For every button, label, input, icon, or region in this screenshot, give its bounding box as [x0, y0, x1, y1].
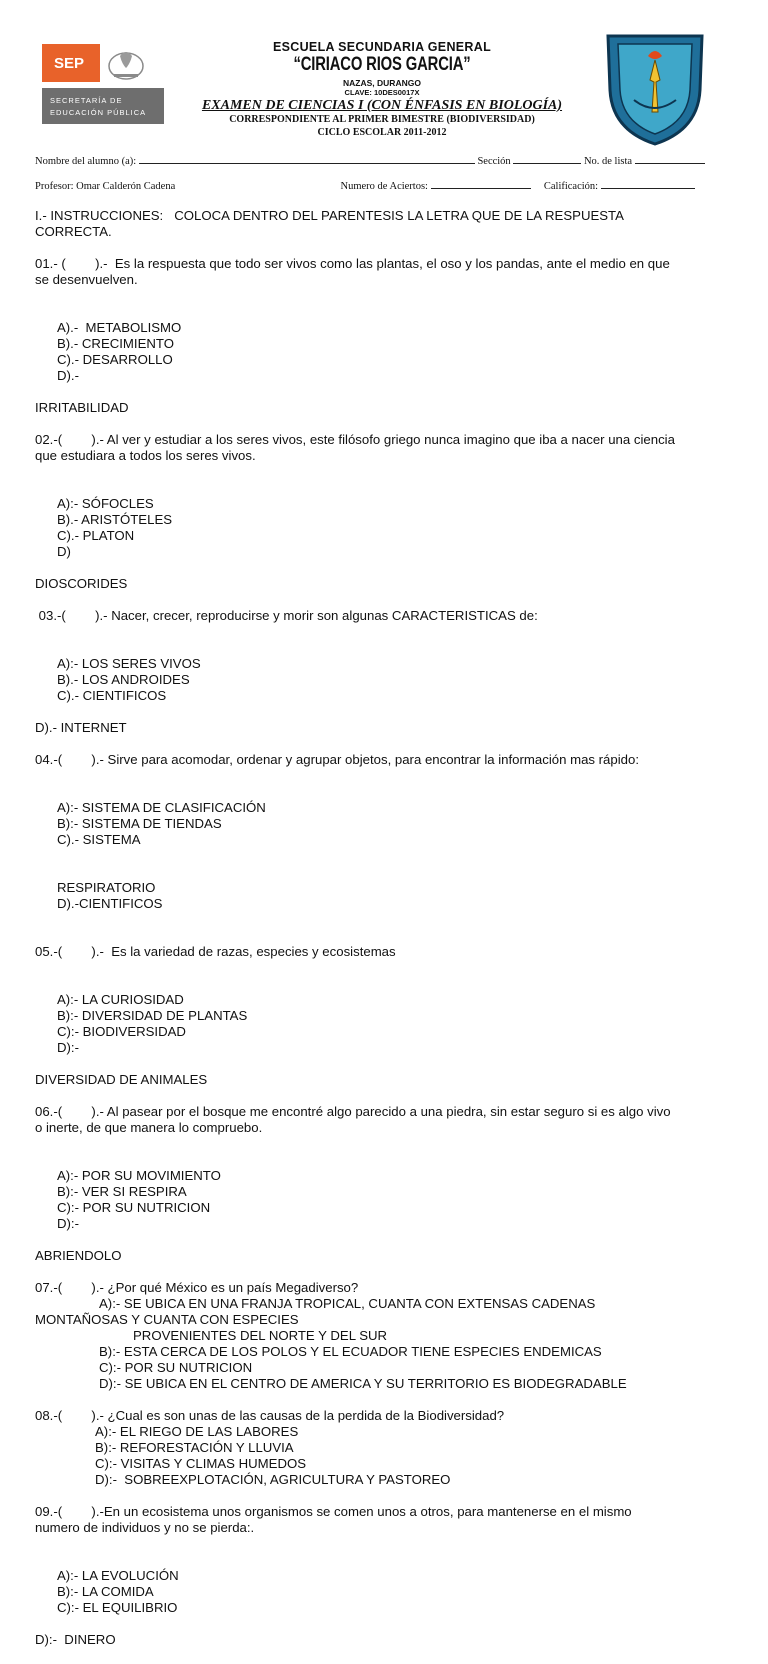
option-c: C).- DESARROLLO — [56, 352, 173, 367]
option-b: B).- ARISTÓTELES — [56, 512, 173, 527]
option-d: D):- — [56, 1040, 79, 1055]
exam-title: EXAMEN DE CIENCIAS I (CON ÉNFASIS EN BIOLOGÍA) — [201, 98, 563, 113]
option-c: C):- POR SU NUTRICION — [99, 1360, 253, 1375]
option-a: A):- SISTEMA DE CLASIFICACIÓN — [56, 800, 266, 815]
option-c: C).- CIENTIFICOS — [56, 688, 167, 703]
instructions-line: I.- INSTRUCCIONES: COLOCA DENTRO DEL PARENTESIS LA LETRA QUE DE LA RESPUESTA — [35, 208, 624, 223]
section-label: Sección — [477, 156, 511, 167]
option-a-wrap: PROVENIENTES DEL NORTE Y DEL SUR — [133, 1328, 388, 1343]
question-text: se desenvuelven. — [35, 272, 138, 287]
option-d-wrap: DIOSCORIDES — [35, 576, 128, 591]
grade-blank[interactable] — [601, 178, 695, 189]
list-number-blank[interactable] — [635, 153, 705, 164]
question-9 — [35, 1504, 737, 1648]
option-b: B):- SISTEMA DE TIENDAS — [56, 816, 222, 831]
option-a: A):- LOS SERES VIVOS — [56, 656, 201, 671]
question-text: 06.-( ).- Al pasear por el bosque me encontré algo parecido a una piedra, sin estar seguro si es algo vivo — [35, 1104, 671, 1119]
exam-body — [35, 208, 737, 1664]
instructions — [35, 208, 737, 240]
question-6 — [35, 1104, 737, 1264]
option-d: D).- INTERNET — [35, 720, 127, 735]
question-5 — [35, 944, 737, 1088]
option-a: A):- POR SU MOVIMIENTO — [56, 1168, 221, 1183]
option-a: A).- METABOLISMO — [56, 320, 182, 335]
sep-line2: EDUCACIÓN PÚBLICA — [50, 108, 147, 117]
instructions-line: CORRECTA. — [35, 224, 112, 239]
option-a-wrap: MONTAÑOSAS Y CUANTA CON ESPECIES — [35, 1312, 299, 1327]
student-fields — [35, 153, 735, 167]
option-b: B):- ESTA CERCA DE LOS POLOS Y EL ECUADOR TIENE ESPECIES ENDEMICAS — [99, 1344, 602, 1359]
option-b: B):- LA COMIDA — [56, 1584, 154, 1599]
option-a: A):- LA EVOLUCIÓN — [56, 1568, 179, 1583]
option-c: C):- POR SU NUTRICION — [56, 1200, 211, 1215]
option-d: D).-CIENTIFICOS — [56, 896, 163, 911]
option-a: A):- EL RIEGO DE LAS LABORES — [95, 1424, 299, 1439]
question-4 — [35, 752, 737, 928]
hits-blank[interactable] — [431, 178, 531, 189]
question-text: numero de individuos y no se pierda:. — [35, 1520, 255, 1535]
option-b: B).- CRECIMIENTO — [56, 336, 174, 351]
question-7 — [35, 1280, 737, 1392]
option-b: B):- REFORESTACIÓN Y LLUVIA — [95, 1440, 294, 1455]
question-text: 05.-( ).- Es la variedad de razas, especies y ecosistemas — [35, 944, 396, 959]
option-d: D):- SE UBICA EN EL CENTRO DE AMERICA Y SU TERRITORIO ES BIODEGRADABLE — [99, 1376, 627, 1391]
question-text: o inerte, de que manera lo compruebo. — [35, 1120, 263, 1135]
exam-cycle: CICLO ESCOLAR 2011-2012 — [317, 127, 447, 138]
grade-label: Calificación: — [543, 181, 599, 192]
teacher-fields — [35, 178, 735, 192]
option-d: D) — [56, 544, 71, 559]
question-1 — [35, 256, 737, 416]
option-b: B).- LOS ANDROIDES — [56, 672, 190, 687]
question-text: 07.-( ).- ¿Por qué México es un país Megadiverso? — [35, 1280, 359, 1295]
option-c: C):- BIODIVERSIDAD — [56, 1024, 186, 1039]
option-a: A):- SE UBICA EN UNA FRANJA TROPICAL, CUANTA CON EXTENSAS CADENAS — [99, 1296, 596, 1311]
option-c: C).- PLATON — [56, 528, 135, 543]
option-c: C):- VISITAS Y CLIMAS HUMEDOS — [95, 1456, 307, 1471]
question-3 — [35, 608, 737, 736]
exam-subtitle: CORRESPONDIENTE AL PRIMER BIMESTRE (BIODIVERSIDAD) — [229, 114, 535, 125]
student-name-blank[interactable] — [139, 153, 475, 164]
question-text: 08.-( ).- ¿Cual es son unas de las causas de la perdida de la Biodiversidad? — [35, 1408, 505, 1423]
question-text: 02.-( ).- Al ver y estudiar a los seres vivos, este filósofo griego nunca imagino que iba a nacer una ciencia — [35, 432, 675, 447]
option-c-wrap: RESPIRATORIO — [56, 880, 156, 895]
question-text: 09.-( ).-En un ecosistema unos organismos se comen unos a otros, para mantenerse en el mismo — [35, 1504, 632, 1519]
school-name: “CIRIACO RIOS GARCIA” — [293, 54, 471, 75]
question-text: 03.-( ).- Nacer, crecer, reproducirse y morir son algunas CARACTERISTICAS de: — [35, 608, 538, 623]
sep-line1: SECRETARÍA DE — [50, 96, 123, 105]
question-text: 01.- ( ).- Es la respuesta que todo ser vivos como las plantas, el oso y los pandas, ante el medio en que — [35, 256, 670, 271]
option-d: D):- — [56, 1216, 79, 1231]
option-c: C):- EL EQUILIBRIO — [56, 1600, 178, 1615]
option-d-wrap: DIVERSIDAD DE ANIMALES — [35, 1072, 208, 1087]
option-b: B):- VER SI RESPIRA — [56, 1184, 187, 1199]
option-d: D).- — [56, 368, 79, 383]
question-text: 04.-( ).- Sirve para acomodar, ordenar y agrupar objetos, para encontrar la información mas rápido: — [35, 752, 639, 767]
section-blank[interactable] — [513, 153, 581, 164]
school-clave: CLAVE: 10DES0017X — [344, 88, 420, 97]
sep-text: SEP — [54, 55, 85, 72]
option-d: D):- SOBREEXPLOTACIÓN, AGRICULTURA Y PASTOREO — [95, 1472, 451, 1487]
option-b: B):- DIVERSIDAD DE PLANTAS — [56, 1008, 248, 1023]
school-header: ESCUELA SECUNDARIA GENERAL — [273, 40, 491, 54]
option-d-wrap: ABRIENDOLO — [35, 1248, 122, 1263]
option-d-wrap: IRRITABILIDAD — [35, 400, 129, 415]
student-label: Nombre del alumno (a): — [35, 156, 137, 167]
teacher-name: Profesor: Omar Calderón Cadena — [35, 181, 176, 192]
question-8 — [35, 1408, 737, 1488]
option-d: D):- DINERO — [35, 1632, 116, 1647]
option-a: A):- LA CURIOSIDAD — [56, 992, 184, 1007]
option-a: A):- SÓFOCLES — [56, 496, 154, 511]
list-label: No. de lista — [583, 156, 633, 167]
school-town: NAZAS, DURANGO — [343, 78, 421, 88]
question-text: que estudiara a todos los seres vivos. — [35, 448, 256, 463]
hits-label: Numero de Aciertos: — [340, 181, 428, 192]
option-c: C).- SISTEMA — [56, 832, 141, 847]
question-2 — [35, 432, 737, 592]
